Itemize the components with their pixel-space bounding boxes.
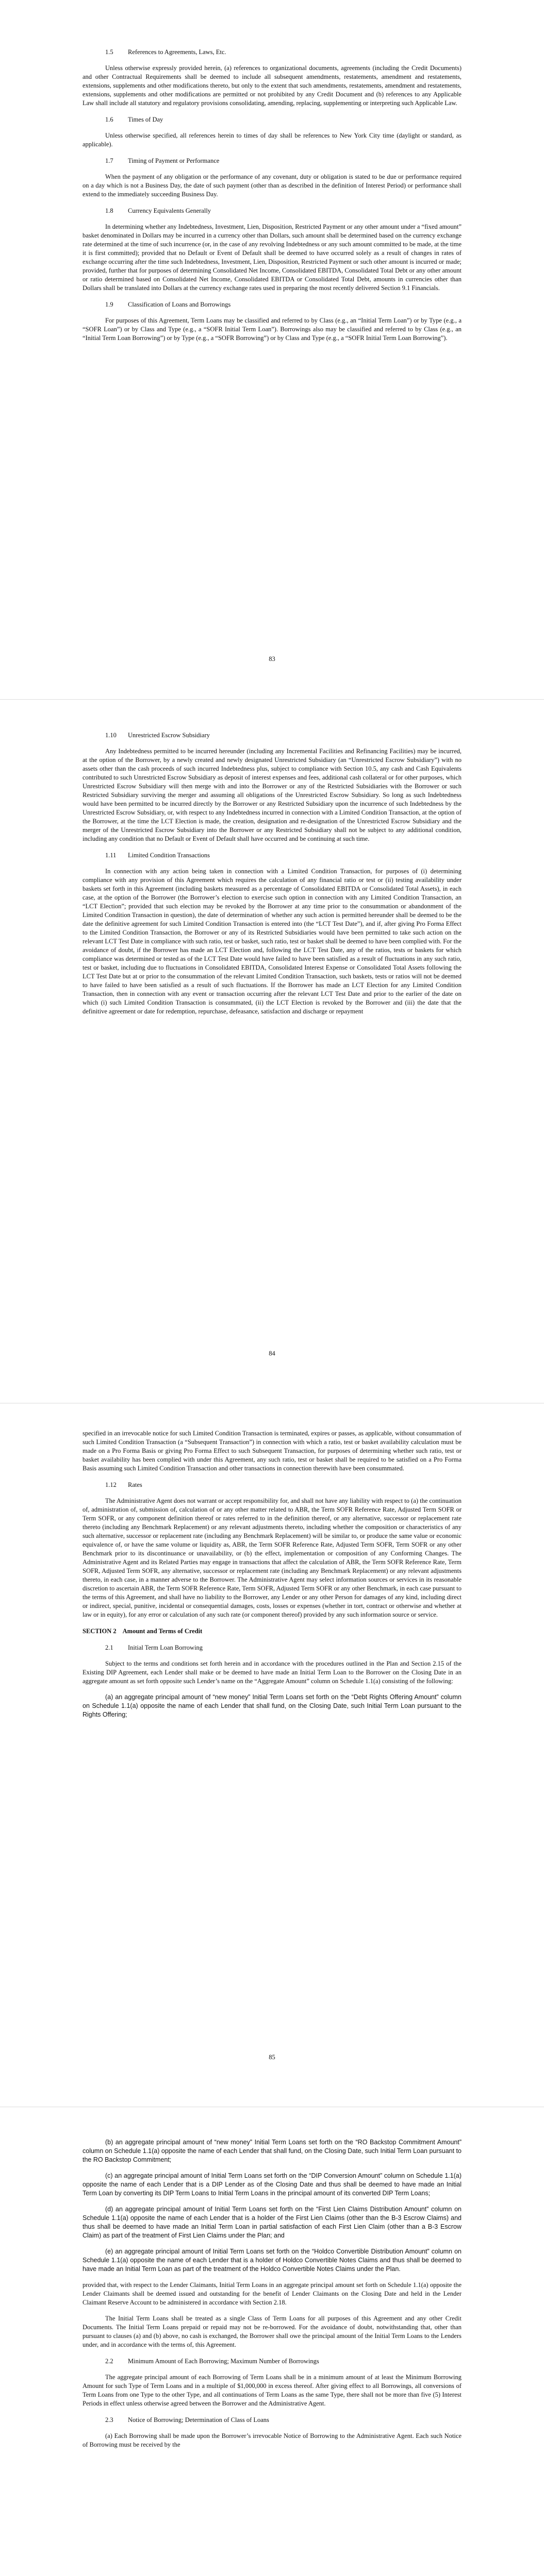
page-content (83, 47, 461, 350)
clause-c: (c) an aggregate principal amount of Initial Term Loans set forth on the “DIP Conversion Amount” column on Schedule 1.1(a) opposite the name of each Lender that is a DIP Lender as of the Closing Date and thus shall be deemed to have made an Initial Term Loan by converting its DIP Term Loans to Initial Term Loans in the principal amount of its converted DIP Term Loans; (83, 2172, 461, 2197)
section-heading-1-9: 1.9 Classification of Loans and Borrowings (105, 301, 231, 308)
paragraph: For purposes of this Agreement, Term Loans may be classified and referred to by Class (e.g., an “Initial Term Loan”) or by Type (e.g., a “SOFR Loan”) or by Class and Type (e.g., a “SOFR Initial Term Loan”). Borrowings also may be classified and referred to by Class (e.g., an “Initial Term Loan Borrowing”) or by Type (e.g., a “SOFR Borrowing”) or by Class and Type (e.g., a “SOFR Initial Term Loan Borrowing”). (83, 317, 461, 342)
clause-a: (a) an aggregate principal amount of “new money” Initial Term Loans set forth on the “Debt Rights Offering Amount” column on Schedule 1.1(a) opposite the name of each Lender that shall fund, on the Closing Date, such Initial Term Loan pursuant to the Rights Offering; (83, 1693, 461, 1718)
section-heading-1-5: 1.5 References to Agreements, Laws, Etc. (105, 48, 226, 56)
paragraph: The aggregate principal amount of each Borrowing of Term Loans shall be in a minimum amount of at least the Minimum Borrowing Amount for such Type of Term Loans and in a multiple of $1,000,000 in excess thereof. After giving effect to all Borrowings, all conversions of Term Loans from one Type to the other Type, and all continuations of Term Loans as the same Type, there shall not be more than five (5) Interest Periods in effect unless otherwise agreed between the Borrower and the Administrative Agent. (83, 2374, 461, 2407)
paragraph: The Administrative Agent does not warrant or accept responsibility for, and shall not have any liability with respect to (a) the continuation of, administration of, submission of, calculation of or any other matter related to ABR, the Term SOFR Reference Rate, Adjusted Term SOFR or Term SOFR, or any component definition thereof or rates referred to in the definition thereof, or any alternative, successor or replacement rate thereto (including any Benchmark Replacement) or any relevant adjustments thereto, including whether the composition or characteristics of any such alternative, successor or replacement rate (including any Benchmark Replacement) will be similar to, or produce the same value or economic equivalence of, or have the same volume or liquidity as, ABR, the Term SOFR Reference Rate, Adjusted Term SOFR, Term SOFR or any other Benchmark prior to its discontinuance or unavailability, or (b) the effect, implementation or composition of any Conforming Changes. The Administrative Agent and its Related Parties may engage in transactions that affect the calculation of ABR, the Term SOFR Reference Rate, Term SOFR, Adjusted Term SOFR, any alternative, successor or replacement rate (including any Benchmark Replacement) or any relevant adjustments thereto, in each case, in a manner adverse to the Borrower. The Administrative Agent may select information sources or services in its reasonable discretion to ascertain ABR, the Term SOFR Reference Rate, Term SOFR, Adjusted Term SOFR or any other Benchmark, in each case pursuant to the terms of this Agreement, and shall have no liability to the Borrower, any Lender or any other Person for damages of any kind, including direct or indirect, special, punitive, incidental or consequential damages, costs, losses or expenses (whether in tort, contract or otherwise and whether at law or in equity), for any error or calculation of any such rate (or component thereof) provided by any such information source or service. (83, 1497, 461, 1618)
paragraph: Subject to the terms and conditions set forth herein and in accordance with the procedures outlined in the Plan and Section 2.15 of the Existing DIP Agreement, each Lender shall make or be deemed to have made an Initial Term Loan to the Borrower on the Closing Date in an aggregate amount as set forth opposite such Lender’s name on the “Aggregate Amount” column on Schedule 1.1(a) consisting of the following: (83, 1660, 461, 1685)
paragraph: In determining whether any Indebtedness, Investment, Lien, Disposition, Restricted Payment or any other amount under a “fixed amount” basket denominated in Dollars may be incurred in a currency other than Dollars, such amount shall be determined based on the currency exchange rate determined at the time of such incurrence (or, in the case of any revolving Indebtedness or any such amount committed to be made, at the time it is first committed); provided that no Default or Event of Default shall be deemed to have occurred solely as a result of changes in rates of exchange occurring after the time such Indebtedness, Investment, Lien, Disposition, Restricted Payment or such other amount is incurred or made; provided, further that for purposes of determining Consolidated Net Income, Consolidated EBITDA, Consolidated Total Debt or any other amount or ratio determined based on Consolidated Net Income, Consolidated EBITDA or Consolidated Total Debt, amounts in currencies other than Dollars shall be translated into Dollars at the currency exchange rates used in preparing the most recently delivered Section 9.1 Financials. (83, 223, 461, 292)
section-heading-2-1: 2.1 Initial Term Loan Borrowing (105, 1644, 203, 1651)
section-heading-1-11: 1.11 Limited Condition Transactions (105, 852, 210, 859)
paragraph: (a) Each Borrowing shall be made upon the Borrower’s irrevocable Notice of Borrowing to the Administrative Agent. Each such Notice of Borrowing must be received by the (83, 2432, 461, 2448)
paragraph: When the payment of any obligation or the performance of any covenant, duty or obligation is stated to be due or performance required on a day which is not a Business Day, the date of such payment (other than as described in the definition of Interest Period) or performance shall extend to the immediately succeeding Business Day. (83, 173, 461, 198)
paragraph: In connection with any action being taken in connection with a Limited Condition Transaction, for purposes of (i) determining compliance with any provision of this Agreement which requires the calculation of any financial ratio or test or (ii) testing availability under baskets set forth in this Agreement (including baskets measured as a percentage of Consolidated EBITDA or Consolidated Total Assets), in each case, at the option of the Borrower (the Borrower’s election to exercise such option in connection with any Limited Condition Transaction, an “LCT Election”; provided that such election may be revoked by the Borrower at any time prior to the consummation or abandonment of the Limited Condition Transaction in question), the date of determination of whether any such action is permitted hereunder shall be deemed to be the date the definitive agreement for such Limited Condition Transaction is entered into (the “LCT Test Date”), and if, after giving Pro Forma Effect to the Limited Condition Transaction, the Borrower or any of its Restricted Subsidiaries would have been permitted to take such action on the relevant LCT Test Date in compliance with such ratio, test or basket, such ratio, test or basket shall be deemed to have been complied with. For the avoidance of doubt, if the Borrower has made an LCT Election and, following the LCT Test Date, any of the ratios, tests or baskets for which compliance was determined or tested as of the LCT Test Date would have failed to have been satisfied as a result of fluctuations in any such ratio, test or basket, including due to fluctuations in Consolidated EBITDA, Consolidated Interest Expense or Consolidated Total Assets following the LCT Test Date but at or prior to the consummation of the relevant Limited Condition Transaction, such baskets, tests or ratios will not be deemed to have failed to have been satisfied as a result of such fluctuations. If the Borrower has made an LCT Election for any Limited Condition Transaction, then in connection with any event or transaction occurring after the relevant LCT Test Date and prior to the earlier of the date on which (i) such Limited Condition Transaction is consummated, (ii) the LCT Election is revoked by the Borrower and (iii) the date that the definitive agreement or date for redemption, repurchase, defeasance, satisfaction and discharge or repayment (83, 868, 461, 1015)
page-number: 85 (269, 2054, 275, 2061)
document-page-84 (0, 700, 544, 1403)
paragraph: specified in an irrevocable notice for such Limited Condition Transaction is terminated, expires or passes, as applicable, without consummation of such Limited Condition Transaction (a “Subsequent Transaction”) in connection with which a ratio, test or basket availability calculation must be made on a Pro Forma Basis or giving Pro Forma Effect to such Subsequent Transaction, for purposes of determining whether such ratio, test or basket availability has been complied with under this Agreement, any such ratio, test or basket shall be required to be satisfied on a Pro Forma Basis assuming such Limited Condition Transaction and other transactions in connection therewith have been consummated. (83, 1430, 461, 1472)
section-heading-1-10: 1.10 Unrestricted Escrow Subsidiary (105, 732, 210, 739)
section-title: SECTION 2 Amount and Terms of Credit (83, 1628, 203, 1635)
document-page-83 (0, 0, 544, 699)
section-heading-2-3: 2.3 Notice of Borrowing; Determination of Class of Loans (105, 2416, 269, 2424)
clause-b: (b) an aggregate principal amount of “new money” Initial Term Loans set forth on the “RO Backstop Commitment Amount” column on Schedule 1.1(a) opposite the name of each Lender that shall fund, on the Closing Date, such Initial Term Loan pursuant to the RO Backstop Commitment; (83, 2139, 461, 2163)
paragraph: Unless otherwise specified, all references herein to times of day shall be references to New York City time (daylight or standard, as applicable). (83, 132, 461, 148)
page-content (83, 731, 461, 1023)
page-content (83, 2138, 461, 2456)
clause-e: (e) an aggregate principal amount of Initial Term Loans set forth on the “Holdco Convertible Distribution Amount” column on Schedule 1.1(a) opposite the name of each Lender that is a holder of Holdco Convertible Notes Claims and thus shall be deemed to have made an Initial Term Loan as part of the treatment of the Holdco Convertible Notes Claims under the Plan. (83, 2248, 461, 2273)
paragraph: The Initial Term Loans shall be treated as a single Class of Term Loans for all purposes of this Agreement and any other Credit Documents. The Initial Term Loans prepaid or repaid may not be re-borrowed. For the avoidance of doubt, notwithstanding that, other than pursuant to clauses (a) and (b) above, no cash is exchanged, the Borrower shall owe the principal amount of the Initial Term Loans to the Lenders under, and in accordance with the terms of, this Agreement. (83, 2315, 461, 2348)
section-heading-1-6: 1.6 Times of Day (105, 116, 163, 123)
paragraph: provided that, with respect to the Lender Claimants, Initial Term Loans in an aggregate principal amount set forth on Schedule 1.1(a) opposite the Lender Claimants shall be deemed issued and outstanding for the benefit of Lender Claimants on the Closing Date and held in the Lender Claimant Reserve Account to be administered in accordance with Section 2.18. (83, 2281, 461, 2306)
section-heading-1-12: 1.12 Rates (105, 1481, 142, 1488)
page-number: 83 (269, 655, 275, 663)
document-page-85 (0, 1403, 544, 2107)
paragraph: Any Indebtedness permitted to be incurred hereunder (including any Incremental Facilities and Refinancing Facilities) may be incurred, at the option of the Borrower, by a newly created and newly designated Unrestricted Subsidiary (an “Unrestricted Escrow Subsidiary”) with no assets other than the cash proceeds of such incurred Indebtedness plus, subject to compliance with Section 10.5, any cash and Cash Equivalents contributed to such Unrestricted Escrow Subsidiary as deposit of interest expenses and fees, additional cash collateral or for other purposes, which Unrestricted Escrow Subsidiary will then merge with and into the Borrower or any of the Restricted Subsidiaries with the Borrower or such Restricted Subsidiary surviving the merger and assuming all obligations of the Unrestricted Escrow Subsidiary. So long as such Indebtedness would have been permitted to be incurred directly by the Borrower or any Restricted Subsidiary upon the incurrence of such Indebtedness by the Unrestricted Escrow Subsidiary, or, with respect to any Indebtedness incurred in connection with a Limited Condition Transaction, at the option of the Borrower, at the time the LCT Election is made, the creation, designation and re-designation of the Unrestricted Escrow Subsidiary and the merger of the Unrestricted Escrow Subsidiary into the Borrower or any Restricted Subsidiary shall not be subject to any additional condition, including any condition that no Default or Event of Default shall have occurred and be continuing at such time. (83, 748, 461, 842)
section-heading-2-2: 2.2 Minimum Amount of Each Borrowing; Maximum Number of Borrowings (105, 2358, 319, 2365)
document-page-86 (0, 2107, 544, 2576)
section-heading-1-8: 1.8 Currency Equivalents Generally (105, 207, 211, 214)
section-heading-1-7: 1.7 Timing of Payment or Performance (105, 157, 220, 164)
paragraph: Unless otherwise expressly provided herein, (a) references to organizational documents, agreements (including the Credit Documents) and other Contractual Requirements shall be deemed to include all subsequent amendments, restatements, amendment and restatements, extensions, supplements and other modifications thereto, but only to the extent that such amendments, restatements, amendment and restatements, extensions, supplements and other modifications are permitted or not prohibited by any Credit Document and (b) references to any Applicable Law shall include all statutory and regulatory provisions consolidating, amending, replacing, supplementing or interpreting such Applicable Law. (83, 64, 461, 107)
page-number: 84 (269, 1350, 275, 1357)
clause-d: (d) an aggregate principal amount of Initial Term Loans set forth on the “First Lien Claims Distribution Amount” column on Schedule 1.1(a) opposite the name of each Lender that is a holder of the First Lien Claims (other than the B-3 Escrow Claims) and thus shall be deemed to have made an Initial Term Loan in partial satisfaction of each First Lien Claim (other than a B-3 Escrow Claim) as part of the treatment of First Lien Claims under the Plan; and (83, 2206, 461, 2239)
page-content (83, 1429, 461, 1726)
